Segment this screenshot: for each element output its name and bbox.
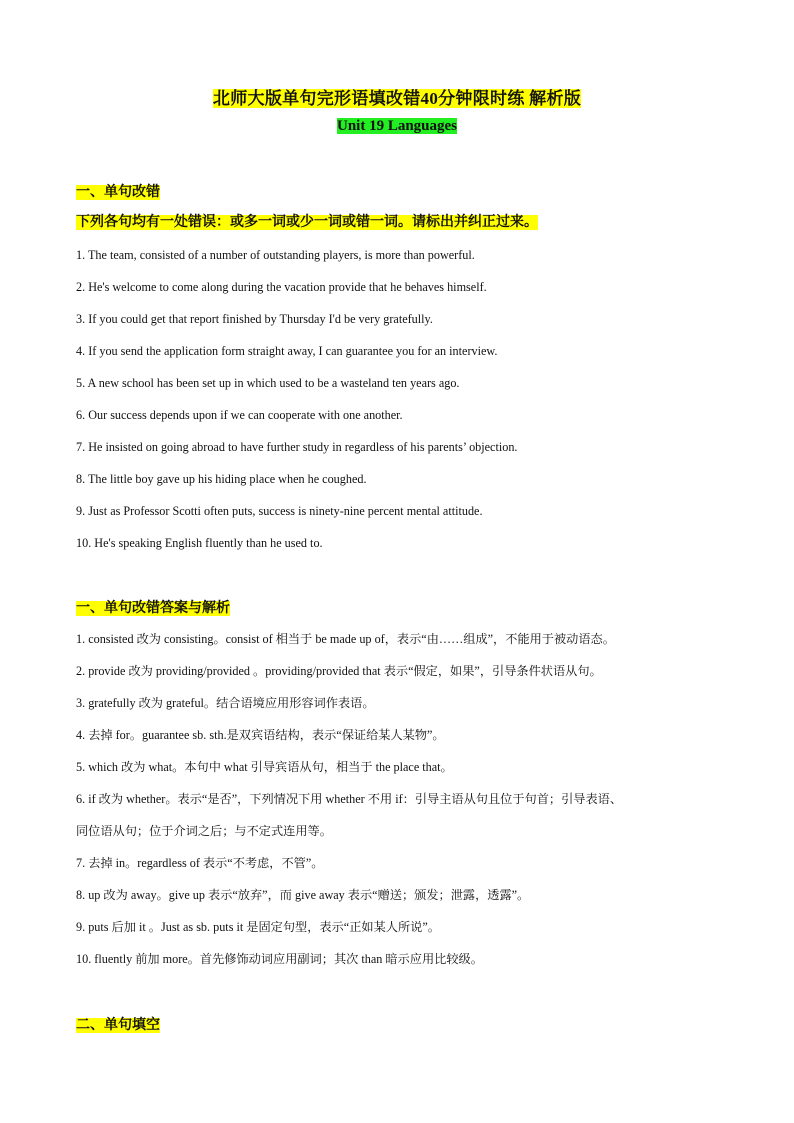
section2-heading: [76, 597, 230, 617]
list-item: 7. He insisted on going abroad to have further study in regardless of his parents’ objection.: [76, 440, 518, 454]
list-item: 6. if 改为 whether。表示“是否”，下列情况下用 whether 不用 if：引导主语从句且位于句首；引导表语、: [76, 792, 623, 806]
document-title-text: 北师大版单句完形语填改错40分钟限时练 解析版: [212, 89, 582, 108]
list-item: 1. consisted 改为 consisting。consist of 相当于 be made up of，表示“由……组成”，不能用于被动语态。: [76, 632, 615, 646]
list-item: 4. 去掉 for。guarantee sb. sth.是双宾语结构，表示“保证给某人某物”。: [76, 728, 445, 742]
list-item: 8. The little boy gave up his hiding place when he coughed.: [76, 472, 367, 486]
document-subtitle: [0, 118, 794, 135]
section2-list: [76, 629, 622, 981]
list-item: 1. The team, consisted of a number of outstanding players, is more than powerful.: [76, 248, 475, 262]
section3-heading: [76, 1014, 160, 1034]
list-item: 3. gratefully 改为 grateful。结合语境应用形容词作表语。: [76, 696, 375, 710]
list-item: 7. 去掉 in。regardless of 表示“不考虑，不管”。: [76, 856, 324, 870]
list-item: 2. provide 改为 providing/provided 。providing/provided that 表示“假定，如果”，引导条件状语从句。: [76, 664, 602, 678]
list-item: 10. fluently 前加 more。首先修饰动词应用副词；其次 than 暗示应用比较级。: [76, 952, 483, 966]
list-item: 6. Our success depends upon if we can cooperate with one another.: [76, 408, 403, 422]
list-item: 2. He's welcome to come along during the vacation provide that he behaves himself.: [76, 280, 487, 294]
document-title: [0, 84, 794, 109]
section1-heading: [76, 181, 160, 201]
list-item: 8. up 改为 away。give up 表示“放弃”，而 give away 表示“赠送；颁发；泄露，透露”。: [76, 888, 530, 902]
list-item: 10. He's speaking English fluently than he used to.: [76, 536, 323, 550]
document-subtitle-text: Unit 19 Languages: [336, 118, 458, 134]
list-item: 9. puts 后加 it 。Just as sb. puts it 是固定句型，表示“正如某人所说”。: [76, 920, 440, 934]
list-item: 5. which 改为 what。本句中 what 引导宾语从句，相当于 the place that。: [76, 760, 453, 774]
list-item: 4. If you send the application form straight away, I can guarantee you for an interview.: [76, 344, 498, 358]
section2-item6-continuation: 同位语从句；位于介词之后；与不定式连用等。: [76, 824, 332, 838]
section1-instruction-text: 下列各句均有一处错误：或多一词或少一词或错一词。请标出并纠正过来。: [76, 215, 538, 230]
section3-heading-text: 二、单句填空: [76, 1018, 160, 1033]
section2-heading-text: 一、单句改错答案与解析: [76, 601, 230, 616]
list-item: 5. A new school has been set up in which used to be a wasteland ten years ago.: [76, 376, 460, 390]
section1-heading-text: 一、单句改错: [76, 185, 160, 200]
list-item: 3. If you could get that report finished by Thursday I'd be very gratefully.: [76, 312, 433, 326]
section1-list: [76, 245, 517, 565]
list-item: 9. Just as Professor Scotti often puts, success is ninety-nine percent mental attitude.: [76, 504, 483, 518]
section1-instruction: [76, 211, 538, 231]
